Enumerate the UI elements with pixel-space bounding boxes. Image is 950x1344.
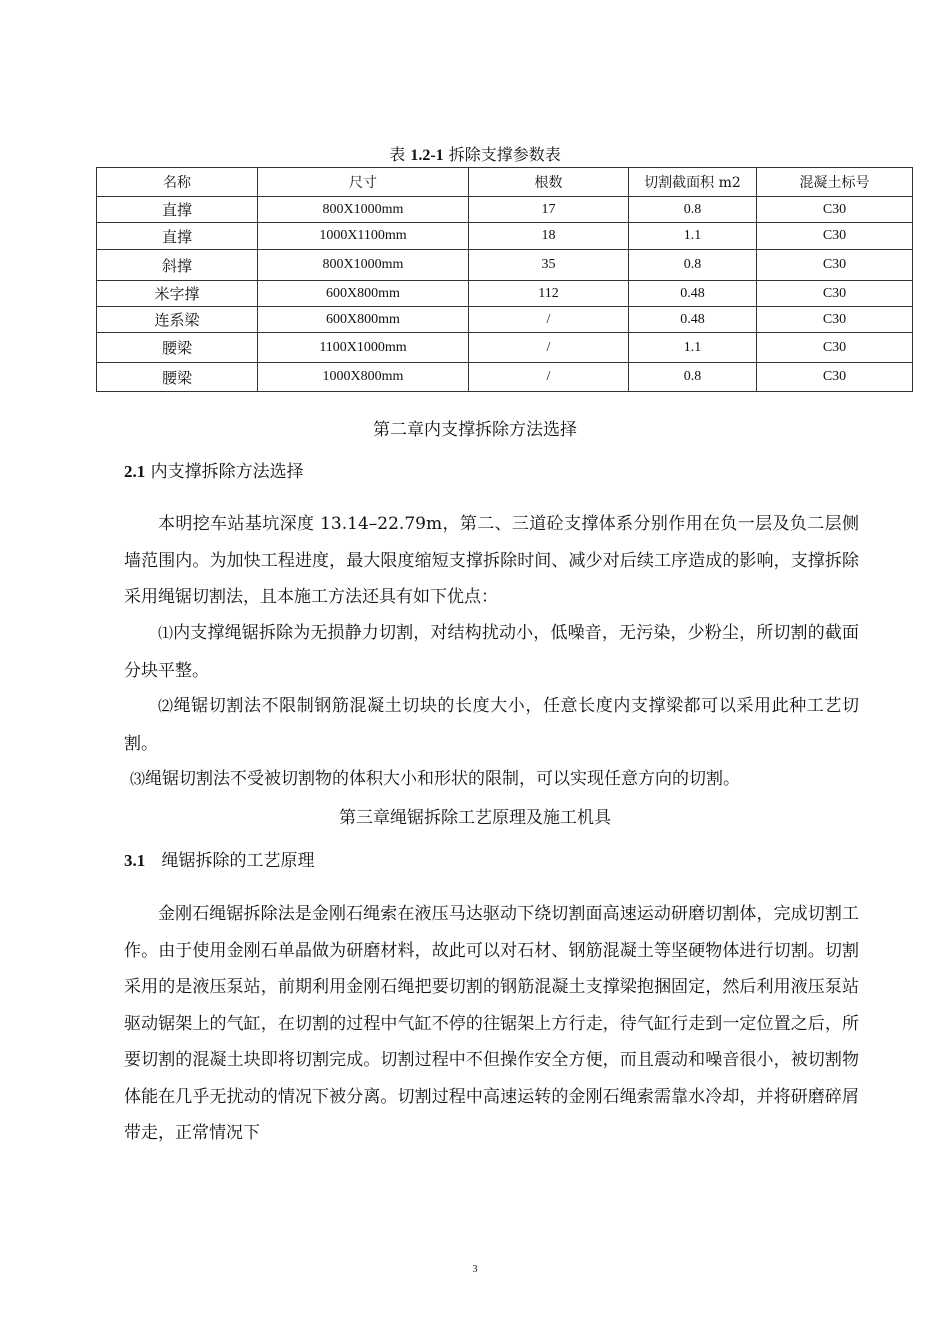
table-cell: 0.8: [629, 250, 757, 281]
section-number: 3.1: [124, 851, 146, 870]
list-item: [124, 615, 859, 689]
list-marker: ⑶: [130, 772, 146, 788]
list-item: [124, 688, 859, 762]
table-cell: C30: [757, 223, 913, 250]
section-3-1-heading: [124, 848, 314, 874]
table-cell: C30: [757, 307, 913, 333]
list-text: 绳锯切割法不限制钢筋混凝土切块的长度大小，任意长度内支撑梁都可以采用此种工艺切割。: [124, 696, 859, 754]
table-cell: 112: [469, 281, 629, 307]
parameters-table: [96, 167, 913, 392]
section-title: 绳锯拆除的工艺原理: [145, 851, 315, 871]
section-number: 2.1: [124, 462, 146, 481]
table-row: [97, 363, 913, 392]
table-cell: 0.48: [629, 281, 757, 307]
section-2-1-heading: [124, 459, 304, 485]
table-cell: 600X800mm: [258, 307, 469, 333]
table-row: [97, 197, 913, 223]
table-header-row: [97, 168, 913, 197]
table-cell: 0.8: [629, 363, 757, 392]
table-cell: /: [469, 363, 629, 392]
caption-number: 1.2-1: [410, 147, 444, 164]
column-header: 混凝土标号: [757, 168, 913, 197]
table-cell: 连系梁: [97, 307, 258, 333]
table-cell: 1000X1100mm: [258, 223, 469, 250]
table-cell: C30: [757, 281, 913, 307]
table-cell: 直撑: [97, 223, 258, 250]
table-cell: 直撑: [97, 197, 258, 223]
table-row: [97, 281, 913, 307]
table-row: [97, 223, 913, 250]
column-header: 切割截面积 m2: [629, 168, 757, 197]
chapter-2-title: 第二章内支撑拆除方法选择: [373, 420, 577, 440]
table-cell: 腰梁: [97, 333, 258, 363]
chapter-3-title: 第三章绳锯拆除工艺原理及施工机具: [339, 808, 611, 828]
table-cell: 米字撑: [97, 281, 258, 307]
table-cell: C30: [757, 197, 913, 223]
column-header: 名称: [97, 168, 258, 197]
list-text: 绳锯切割法不受被切割物的体积大小和形状的限制，可以实现任意方向的切割。: [145, 769, 741, 789]
caption-prefix: 表: [389, 145, 411, 164]
section-title: 内支撑拆除方法选择: [145, 462, 304, 482]
table-row: [97, 333, 913, 363]
table-cell: 800X1000mm: [258, 250, 469, 281]
table-cell: 35: [469, 250, 629, 281]
table-cell: 1000X800mm: [258, 363, 469, 392]
table-caption: [0, 143, 950, 168]
table-cell: C30: [757, 363, 913, 392]
column-header: 尺寸: [258, 168, 469, 197]
table-cell: 1.1: [629, 333, 757, 363]
table-row: [97, 250, 913, 281]
body-paragraph: 金刚石绳锯拆除法是金刚石绳索在液压马达驱动下绕切割面高速运动研磨切割体，完成切割工作。由于使用金刚石单晶做为研磨材料，故此可以对石材、钢筋混凝土等坚硬物体进行切割。切割采用的是液压泵站，前期利用金刚石绳把要切割的钢筋混凝土支撑梁抱捆固定，然后利用液压泵站驱动锯架上的气缸，在切割的过程中气缸不停的往锯架上方行走，待气缸行走到一定位置之后，所要切割的混凝土块即将切割完成。切割过程中不但操作安全方便，而且震动和噪音很小，被切割物体能在几乎无扰动的情况下被分离。切割过程中高速运转的金刚石绳索需靠水冷却，并将研磨碎屑带走，正常情况下: [124, 904, 859, 1143]
column-header: 根数: [469, 168, 629, 197]
table-cell: 17: [469, 197, 629, 223]
table-row: [97, 307, 913, 333]
table-cell: 800X1000mm: [258, 197, 469, 223]
table-cell: 1100X1000mm: [258, 333, 469, 363]
table-cell: 600X800mm: [258, 281, 469, 307]
table-cell: 腰梁: [97, 363, 258, 392]
list-marker: ⑵: [158, 699, 174, 715]
table-cell: C30: [757, 250, 913, 281]
intro-paragraph: 本明挖车站基坑深度 13.14–22.79m，第二、三道砼支撑体系分别作用在负一层及负二层侧墙范围内。为加快工程进度，最大限度缩短支撑拆除时间、减少对后续工序造成的影响，支撑拆除采用绳锯切割法，且本施工方法还具有如下优点：: [124, 514, 859, 607]
list-item: [130, 761, 865, 799]
table-cell: 0.8: [629, 197, 757, 223]
table-cell: 斜撑: [97, 250, 258, 281]
table-cell: C30: [757, 333, 913, 363]
table-cell: 1.1: [629, 223, 757, 250]
table-cell: 0.48: [629, 307, 757, 333]
table-cell: 18: [469, 223, 629, 250]
page-number: 3: [472, 1264, 478, 1275]
caption-title: 拆除支撑参数表: [443, 145, 561, 164]
table-cell: /: [469, 307, 629, 333]
table-cell: /: [469, 333, 629, 363]
list-text: 内支撑绳锯拆除为无损静力切割，对结构扰动小，低噪音，无污染，少粉尘，所切割的截面分块平整。: [124, 623, 859, 681]
list-marker: ⑴: [158, 626, 174, 642]
